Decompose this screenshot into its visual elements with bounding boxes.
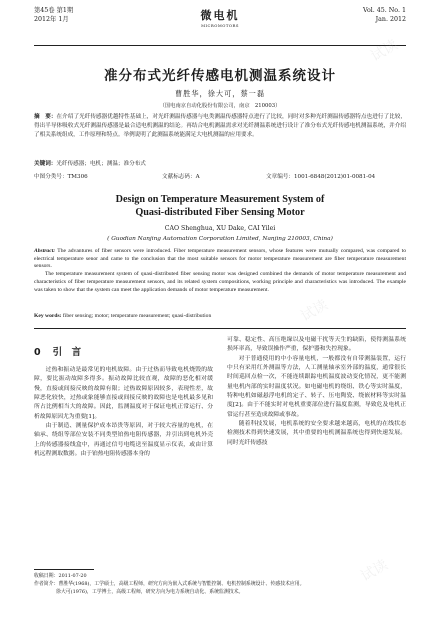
author-bio-2: 徐大可(1976)，工学博士，高级工程师，研究方向为电力系统自动化、系统监测技术。 [56,588,244,595]
document-code: 文献标志码：A [162,174,200,180]
keywords-en [34,313,406,319]
authors-cn: 曹胜华，徐大可，蔡一磊 [174,89,266,98]
abstract-en-p2: The temperature measurement system of quasi-distributed fiber sensing motor was designed combined the demands of motor temperature measurement and characteristics of fiber temperature measurement sensors, and its related system compositions, working principle and characteristics was introduced. The example was taken to show that the system can meet the application demands of motor temperature measurement. [34,271,406,293]
title-en [34,194,406,220]
footnote-rule [34,569,94,570]
abstract-cn [34,113,406,141]
body-paragraph: 可靠、稳定性、高压绝缘以及电磁干扰等天生的缺陷，使得测温系统损坏率高，导致误操作严重，保护器和失控现象。 [227,337,406,353]
abstract-en [34,248,406,294]
keywords-cn-text: 光纤传感器；电机；测温；准分布式 [56,161,146,167]
body-paragraph: 随着科技发展，电机系统的安全要求越来越高，电机的在线状态检测技术得到快速发展，其中重要的电机测温系统也得到快速发展。同时光纤传感技 [227,421,406,446]
title-en-line2: Quasi-distributed Fiber Sensing Motor [135,206,305,218]
watermark: 试读 [298,296,331,325]
journal-header [34,7,406,45]
volume-en: Vol. 45. No. 1 [363,7,406,14]
header-volume-info [363,7,406,24]
header-issue-info [34,7,73,24]
header-rule [34,45,406,46]
abstract-en-label: Abstract: [34,248,56,254]
section-heading [34,344,213,365]
abstract-divider [34,328,406,329]
clc-number: 中图分类号：TM306 [34,174,88,180]
body-column-left [34,344,213,459]
journal-masthead [201,7,240,28]
section-title: 引 言 [52,347,82,358]
affiliation-cn: （国电南京自动化股份有限公司，南京 210003） [159,103,281,109]
journal-name-en: MICROMOTORS [201,23,239,28]
footnotes [34,573,406,596]
body-paragraph: 由于制造、测量保护成本昂贵等原因，对于较大容量的电机，在轴承、绕组等部位安装不同类型铂热电阻传感器，并引出到电机外壳上的传感器接线盒中，再通过信号电缆送至温度显示仪表，或由计算机远程测取数据。由于铂热电阻传感器本身的 [34,423,213,458]
body-column-right [227,336,406,448]
affiliation-en: ( Guodian Nanjing Automation Corporation Limited, Nanjing 210003, China) [107,236,333,242]
watermark: 试读 [358,556,391,585]
abstract-en-p1: The advantures of fiber sensors were introduced. Fiber temperature measurement sensors, whose features were mutually compared, was compared to electrical temperature senor and came to the conclusion that the most suitable sensors for motor temperature measurement are fiber temperature measurement sensors. [34,248,406,270]
abstract-cn-label: 摘 要： [34,114,57,120]
journal-name: 微电机 [200,9,240,22]
date-cn: 2012年 1月 [34,15,69,23]
section-number: 0 [34,347,41,358]
classification-row [34,172,406,181]
body-paragraph: 过热和振动是最常见的电机故障。由于过热而导致电机烧毁的故障，要比振动故障多得多。振动故障比较直观，故障的恶化相对缓慢，直接或间接反映的故障有限；过热故障原因较多，表现性差，故障恶化较快，过热或象能够直接或间接反映的故障也是电机最多见和所占比例相当大的故障。因此，监测温度对于保证电机正常运行、分析故障原因尤为重要[1]。 [34,367,213,420]
date-en: Jan. 2012 [375,15,406,23]
watermark: 试读 [368,36,401,65]
author-bio-1: 作者简介：曹胜华(1968)，工学硕士，高级工程师，研究方向为嵌入式系统与智能控制、电机控制系统设计、传感技术应用。 [34,580,305,587]
abstract-cn-text: 在介绍了光纤传感器优越特性基础上，对光纤测温传感器与电类测温传感器特点进行了比较，同时对多种光纤测温传感器特点也进行了比较，得出半导体吸收式光纤测温传感器是最合适电机测温的结论。再结合电机测温需求对光纤测温系统进行设计了准分布式光纤传感电机测温系统，并介绍了相关系统组成，工作原理和特点。举例说明了此测温系统能满足大电机测温的应用要求。 [34,114,406,139]
article-number: 文章编号：1001-6848(2012)01-0081-04 [266,174,376,180]
issue-cn: 第45卷 第1期 [34,7,74,14]
keywords-en-label: Key words: [34,313,62,319]
authors-en: CAO Shenghua, XU Dake, CAI Yilei [164,225,276,232]
title-en-line1: Design on Temperature Measurement System of [115,194,325,205]
title-cn: 准分布式光纤传感电机测温系统设计 [104,68,336,84]
keywords-en-text: fiber sensing; motor; temperature measurement; quasi-distribution [62,313,212,319]
body-paragraph: 对于普通使用的中小容量电机，一般都没有自带测温装置，运行中只有采用红外测温等方法，人工测量轴承室外部的温度，通常很长时间巡回点检一次，不能连续跟踪电机温度波动变化情况，更不能测量电机内部的实时温度状况。如电磁电机的绕组、铁心等实时温度，特种电机如磁悬浮电机的定子、转子、压电陶瓷、绕嵌材料等实时温度[2]。由于不能实时对电机重要部位进行温度监测，导致危及电机正常运行甚至造成故障或事故。 [227,355,406,418]
keywords-cn-label: 关键词： [34,161,57,167]
received-date: 收稿日期：2011-07-20 [34,573,87,579]
keywords-cn [34,160,406,169]
